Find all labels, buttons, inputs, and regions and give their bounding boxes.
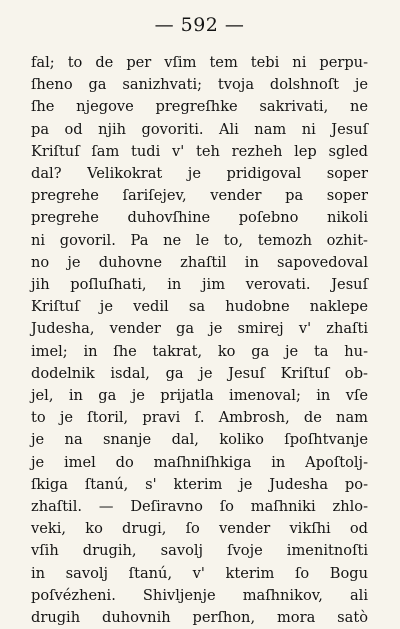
- text-line-17: to je ſtoril, pravi ſ. Ambrosh, de nam: [31, 409, 368, 427]
- text-line-9: ni govoril. Pa ne le to, temozh ozhit-: [31, 231, 368, 249]
- text-line-5: Kriſtuſ ſam tudi v' teh rezheh lep sgled: [31, 142, 368, 160]
- text-line-10: no je duhovne zhaſtil in sapovedoval: [31, 253, 368, 271]
- text-line-24: in savolj ſtanú, v' kterim ſo Bogu: [31, 564, 368, 582]
- text-line-2: ſheno ga sanizhvati; tvoja dolshnoſt je: [31, 76, 368, 94]
- text-line-18: je na snanje dal, koliko ſpoſhtvanje: [31, 431, 368, 449]
- text-line-19: je imel do maſhniſhkiga in Apoſtolj-: [31, 453, 368, 471]
- text-line-1: fal; to de per vſim tem tebi ni perpu-: [31, 54, 368, 71]
- text-line-11: jih poſluſhati, in jim verovati. Jesuſ: [31, 276, 368, 294]
- text-line-26: drugih duhovnih perſhon, mora satò: [31, 609, 368, 627]
- text-line-21: zhaſtil. — Deſiravno ſo maſhniki zhlo-: [31, 498, 368, 516]
- text-line-22: veki, ko drugi, ſo vender vikſhi od: [31, 520, 368, 538]
- text-line-7: pregrehe ſariſejev, vender pa soper: [31, 187, 368, 205]
- text-line-13: Judesha, vender ga je smirej v' zhaſti: [31, 320, 368, 338]
- text-line-20: ſkiga ſtanú, s' kterim je Judesha po-: [31, 475, 368, 493]
- text-line-14: imel; in ſhe takrat, ko ga je ta hu-: [31, 342, 368, 360]
- text-line-23: vſih drugih, savolj ſvoje imenitnoſti: [31, 542, 368, 560]
- text-line-6: dal? Velikokrat je pridigoval soper: [31, 165, 368, 183]
- text-line-12: Kriſtuſ je vedil sa hudobne naklepe: [31, 298, 368, 316]
- text-line-4: pa od njih govoriti. Ali nam ni Jesuſ: [31, 120, 368, 138]
- text-line-8: pregrehe duhovſhine poſebno nikoli: [31, 209, 368, 227]
- text-line-16: jel, in ga je prijatla imenoval; in vſe: [31, 387, 368, 405]
- text-line-3: ſhe njegove pregreſhke sakrivati, ne: [31, 98, 368, 116]
- text-line-25: poſvézheni. Shivljenje maſhnikov, ali: [31, 586, 368, 604]
- page-body-text: [31, 52, 368, 629]
- page-number-header: — 592 —: [154, 14, 245, 36]
- text-line-15: dodelnik isdal, ga je Jesuſ Kriſtuſ ob-: [31, 364, 368, 382]
